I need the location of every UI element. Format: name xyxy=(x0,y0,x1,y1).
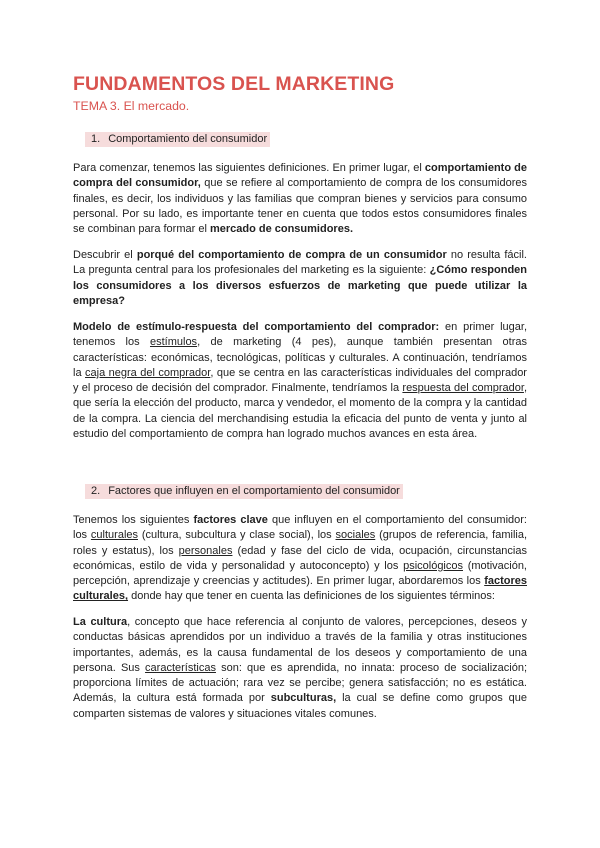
section-number: 1. xyxy=(91,133,101,145)
text-run: la cual se define como grupos que comparten sistemas de valores y situaciones vitales comunes. xyxy=(73,692,527,720)
text-run: en primer lugar, tenemos los xyxy=(73,321,527,349)
text-run: (cultura, subcultura y clase social), los xyxy=(138,529,336,542)
bold-underlined-term: factores culturales, xyxy=(73,575,527,603)
bold-term: comportamiento de compra del consumidor, xyxy=(73,162,527,190)
text-run: donde hay que tener en cuenta las definiciones de los siguientes términos: xyxy=(128,590,495,603)
bold-term: porqué del comportamiento de compra de un consumidor xyxy=(136,249,447,261)
section-number: 2. xyxy=(91,485,101,497)
section-heading-text: Comportamiento del consumidor xyxy=(108,133,268,145)
underlined-term: caja negra del comprador xyxy=(85,366,211,379)
document-subtitle: TEMA 3. El mercado. xyxy=(73,99,190,113)
text-run: (motivación, percepción, aprendizaje y creencias y actitudes). En primer lugar, abordaremos los xyxy=(73,559,527,588)
bold-term: factores clave xyxy=(193,514,268,526)
text-run: son: que es aprendida, no innata: proceso de socialización; proporciona límites de actuación; rara vez se percibe; genera satisfacción; no es estática. Además, la cultura está formada por xyxy=(73,661,528,705)
underlined-term: personales xyxy=(178,544,233,557)
text-run: , que sería la elección del producto, marca y vendedor, el momento de la compra y la cantidad de la compra. La ciencia del merchandising estudia la eficacia del punto de venta y junto al estudio del comportamiento de compra han logrado muchos avances en esta área. xyxy=(73,382,527,441)
bold-term: La cultura xyxy=(73,616,128,628)
text-run: no resulta fácil. La pregunta central para los profesionales del marketing es la siguiente: xyxy=(73,249,527,277)
text-run: Descubrir el xyxy=(73,249,137,261)
bold-term: Modelo de estímulo-respuesta del comportamiento del comprador: xyxy=(73,321,440,333)
underlined-term: respuesta del comprador xyxy=(402,382,524,395)
paragraph-s2-p2 xyxy=(73,615,527,722)
text-run: (edad y fase del ciclo de vida, ocupación, circunstancias económicas, estilo de vida y personalidad y autoconcepto) y los xyxy=(73,544,527,572)
text-run: Tenemos los siguientes xyxy=(73,514,194,526)
underlined-term: psicológicos xyxy=(403,559,463,572)
text-run: que se refiere al comportamiento de compra de los consumidores finales, es decir, los individuos y las familias que compran bienes y servicios para consumo personal. Por su lado, es importante tener en cuenta que todos estos consumidores finales se combinan para formar el xyxy=(73,177,527,236)
text-run: Para comenzar, tenemos las siguientes definiciones. En primer lugar, el xyxy=(73,162,425,174)
section-heading-text: Factores que influyen en el comportamiento del consumidor xyxy=(108,485,400,497)
text-run: , que se centra en las características individuales del comprador y el proceso de decisión del comprador. Finalmente, tendríamos la xyxy=(73,366,527,395)
underlined-term: culturales xyxy=(90,529,138,542)
underlined-term: estímulos xyxy=(149,336,198,349)
section-heading-1 xyxy=(85,132,270,147)
section-heading-2 xyxy=(85,484,403,499)
document-title: FUNDAMENTOS DEL MARKETING xyxy=(73,73,395,95)
paragraph-s1-p3 xyxy=(73,320,527,442)
text-run: , de marketing (4 pes), aunque también presentan otras características: económicas, tecnológicas, políticas y culturales. A continuación, tendríamos la xyxy=(73,336,527,379)
paragraph-s1-p2 xyxy=(73,248,527,309)
bold-term: subculturas, xyxy=(270,692,337,705)
bold-term: ¿Cómo responden los consumidores a los diversos esfuerzos de marketing que puede utilizar la empresa? xyxy=(73,264,528,307)
text-run: que influyen en el comportamiento del consumidor: los xyxy=(73,514,527,542)
paragraph-s2-p1 xyxy=(73,513,527,605)
bold-term: mercado de consumidores. xyxy=(209,223,353,236)
text-run: (grupos de referencia, familia, roles y estatus), los xyxy=(73,529,528,557)
underlined-term: características xyxy=(145,661,216,674)
underlined-term: sociales xyxy=(335,529,376,542)
text-run: , concepto que hace referencia al conjunto de valores, percepciones, deseos y conductas básicas aprendidos por un individuo a través de la familia y otras instituciones importantes, además, es la causa fundamental de los deseos y comportamiento de una persona. Sus xyxy=(73,616,527,674)
paragraph-s1-p1 xyxy=(73,161,527,237)
